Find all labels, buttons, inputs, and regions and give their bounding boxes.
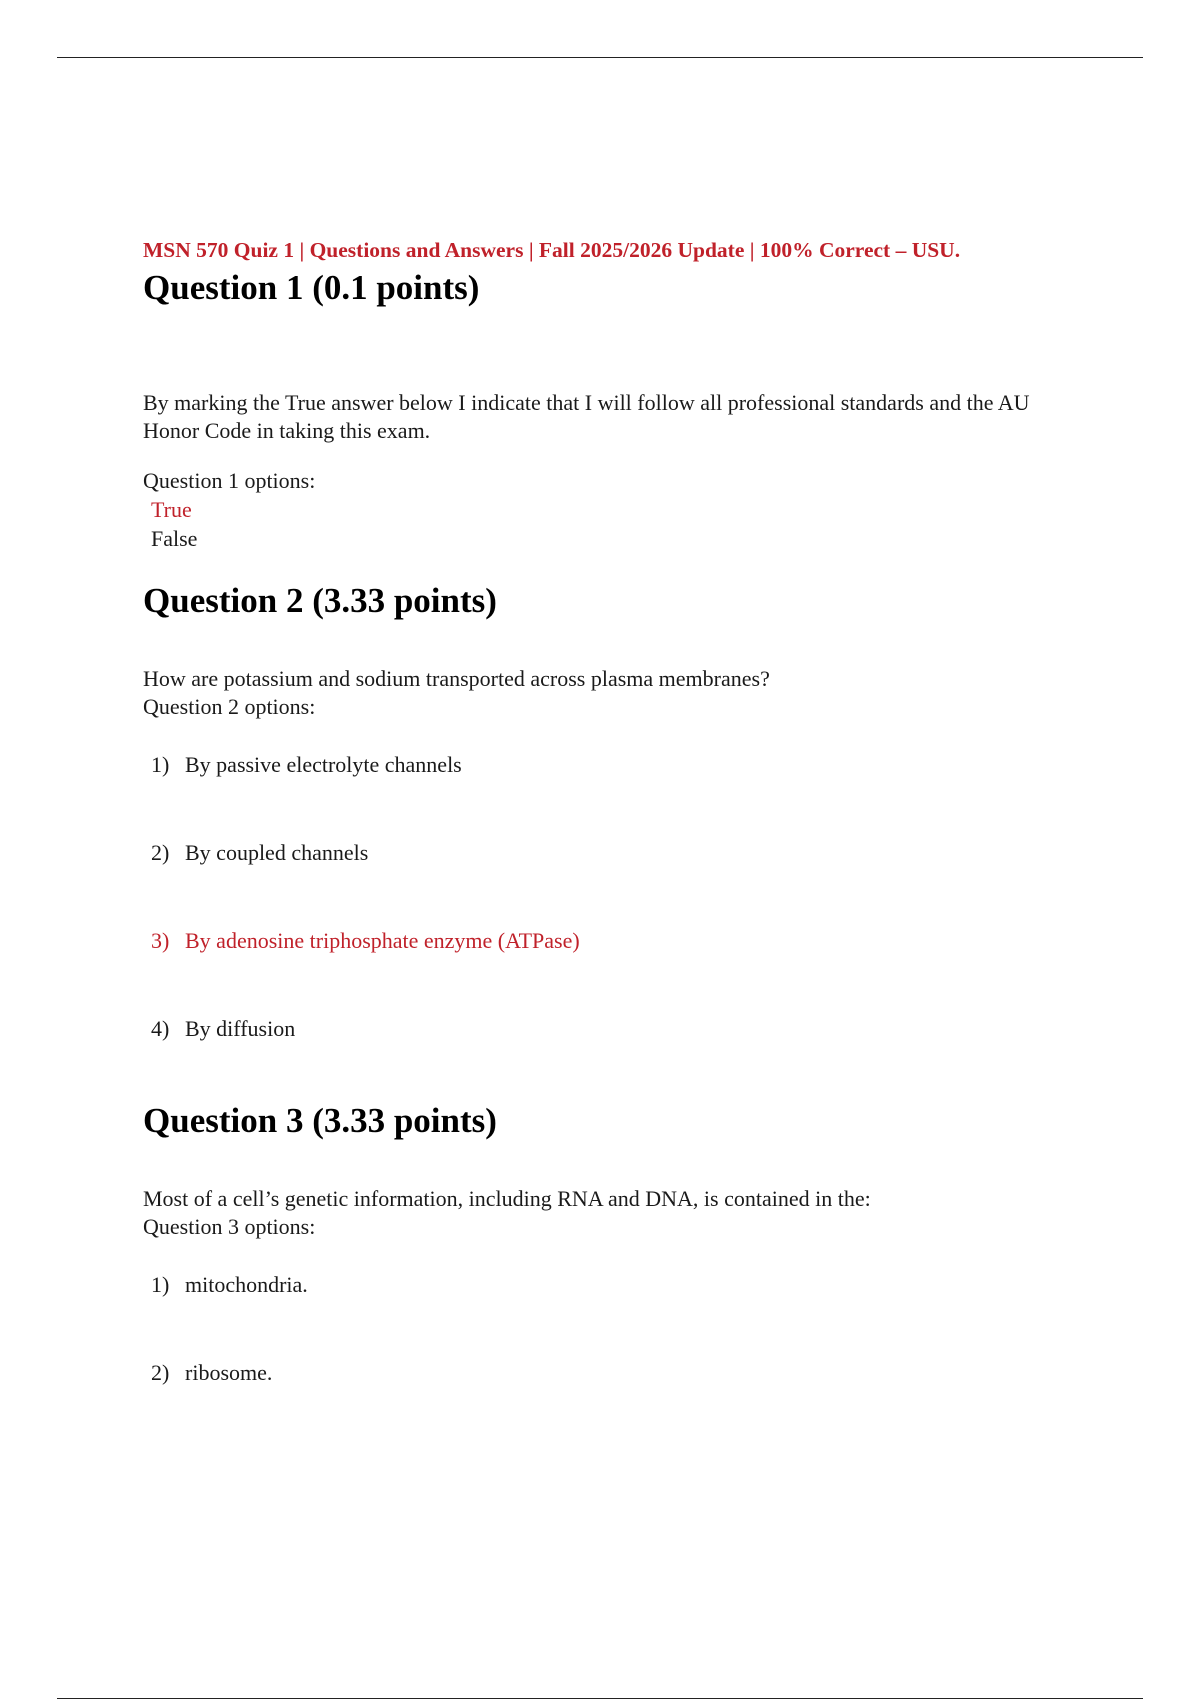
question-1-heading: Question 1 (0.1 points) [143,268,480,307]
question-2-option-1[interactable] [151,751,1063,779]
question-2-text: How are potassium and sodium transported across plasma membranes? [143,666,770,691]
question-3-text: Most of a cell’s genetic information, including RNA and DNA, is contained in the: [143,1186,871,1211]
document-body [143,236,1063,1387]
top-rule [57,57,1143,58]
option-number: 1) [151,752,170,777]
question-3-option-2[interactable] [151,1359,1063,1387]
question-1-option-false[interactable]: False [151,526,198,551]
bottom-rule [57,1698,1143,1699]
option-number: 4) [151,1016,170,1041]
option-number: 1) [151,1272,170,1297]
question-3-heading: Question 3 (3.33 points) [143,1101,497,1140]
question-3-option-1[interactable] [151,1271,1063,1299]
option-number: 2) [151,1360,170,1385]
option-text: By adenosine triphosphate enzyme (ATPase) [185,928,580,953]
question-2-options-label: Question 2 options: [143,694,316,719]
question-3-options-label: Question 3 options: [143,1214,316,1239]
option-text: By coupled channels [185,840,369,865]
question-2-option-4[interactable] [151,1015,1063,1043]
document-title: MSN 570 Quiz 1 | Questions and Answers | Fall 2025/2026 Update | 100% Correct – USU. [143,238,961,262]
question-2-option-2[interactable] [151,839,1063,867]
option-number: 3) [151,928,170,953]
question-2-option-3[interactable] [151,927,1063,955]
question-1-text: By marking the True answer below I indicate that I will follow all professional standards and the AU Honor Code in taking this exam. [143,390,1030,443]
question-2-heading: Question 2 (3.33 points) [143,581,497,620]
option-text: mitochondria. [185,1272,308,1297]
option-text: ribosome. [185,1360,273,1385]
question-1-option-true[interactable]: True [151,497,192,522]
option-text: By passive electrolyte channels [185,752,462,777]
option-text: By diffusion [185,1016,296,1041]
option-number: 2) [151,840,170,865]
question-1-options-label: Question 1 options: [143,468,316,493]
